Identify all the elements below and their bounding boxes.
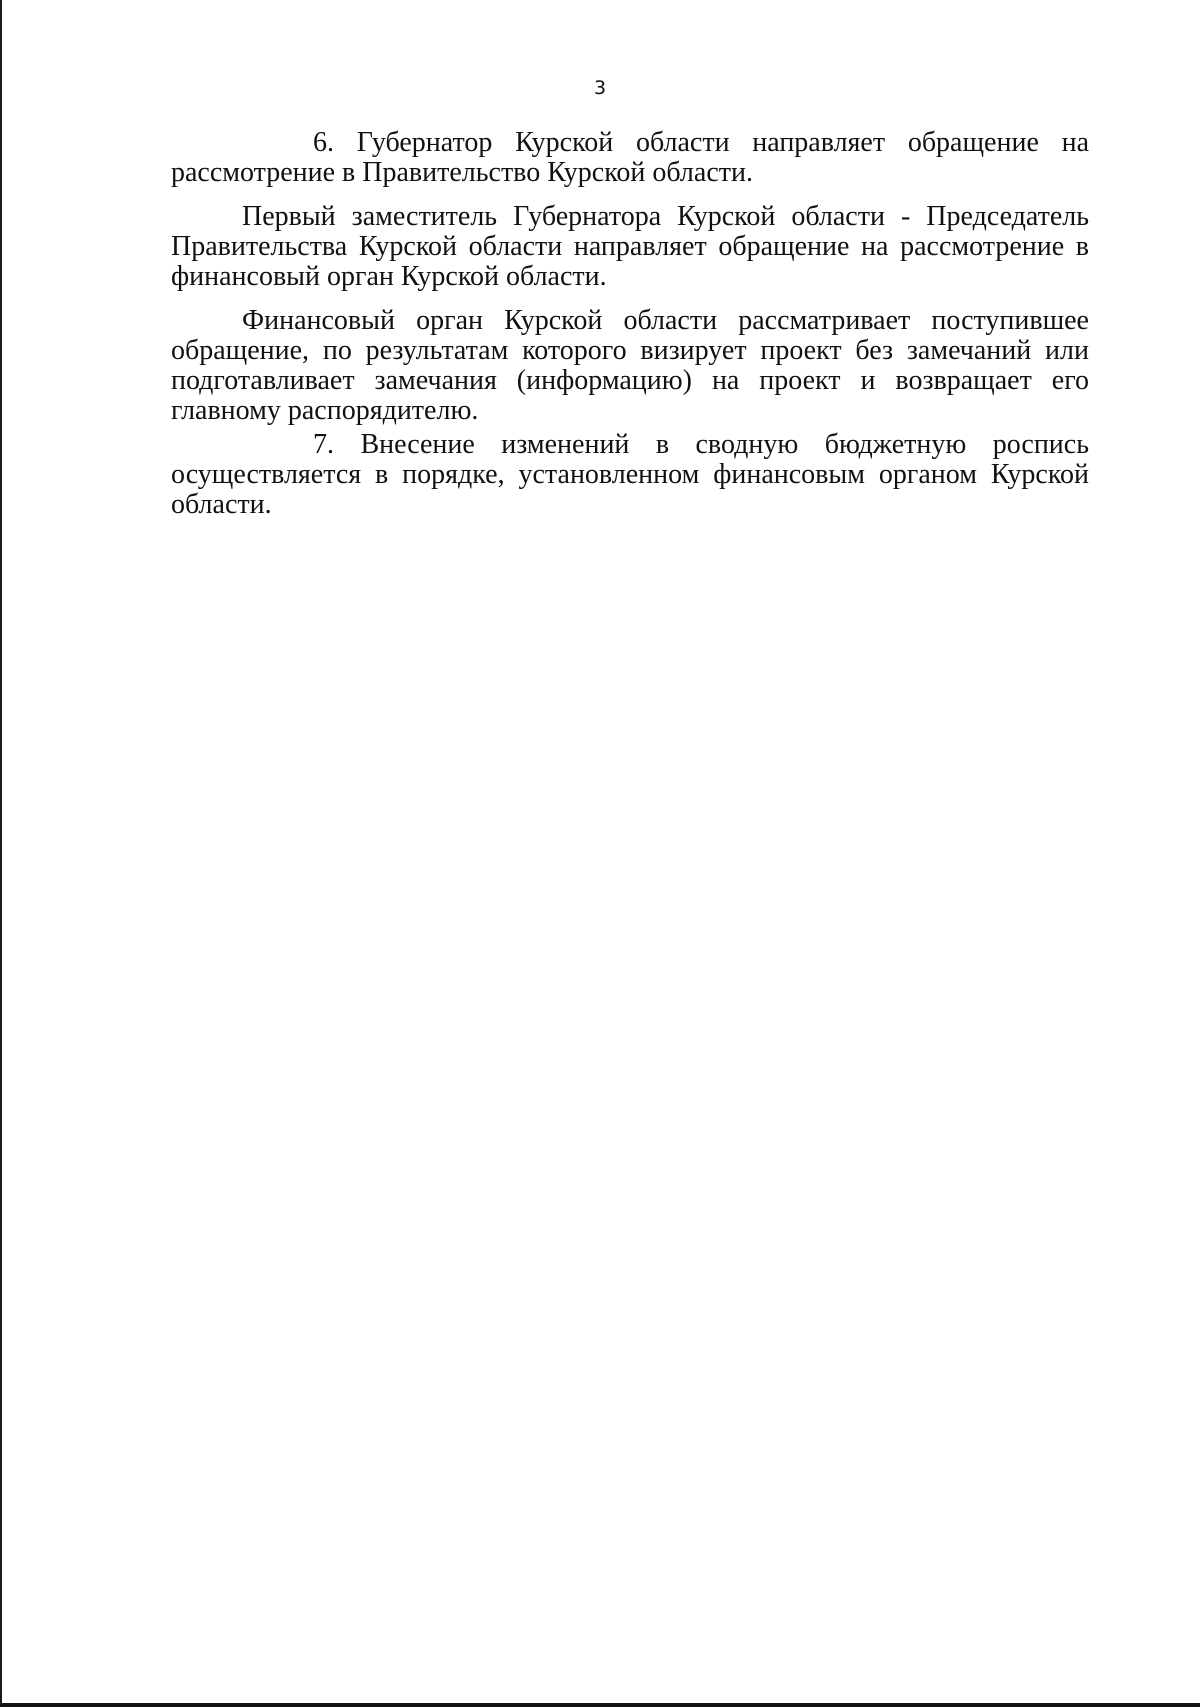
paragraph-text: Первый заместитель Губернатора Курской области - Председатель Правительства Курской области направляет обращение на рассмотрение в финансовый орган Курской области. xyxy=(171,201,1089,292)
paragraph-text: Губернатор Курской области направляет обращение на рассмотрение в Правительство Курской области. xyxy=(171,127,1090,188)
paragraph-7 xyxy=(171,430,1089,520)
scan-edge-bottom xyxy=(0,1703,1200,1707)
paragraph-number: 6. xyxy=(313,127,334,158)
document-body xyxy=(171,128,1089,520)
paragraph-financial-body xyxy=(171,306,1089,426)
paragraph-text: Внесение изменений в сводную бюджетную роспись осуществляется в порядке, установленном финансовым органом Курской области. xyxy=(171,429,1089,520)
scan-edge-left xyxy=(0,0,2,1707)
paragraph-first-deputy xyxy=(171,202,1089,292)
page-number: 3 xyxy=(593,77,607,99)
paragraph-text: Финансовый орган Курской области рассматривает поступившее обращение, по результатам которого визирует проект без замечаний или подготавливает замечания (информацию) на проект и возвращает его главному распорядителю. xyxy=(171,305,1089,426)
paragraph-6 xyxy=(171,128,1089,188)
paragraph-number: 7. xyxy=(313,429,334,460)
